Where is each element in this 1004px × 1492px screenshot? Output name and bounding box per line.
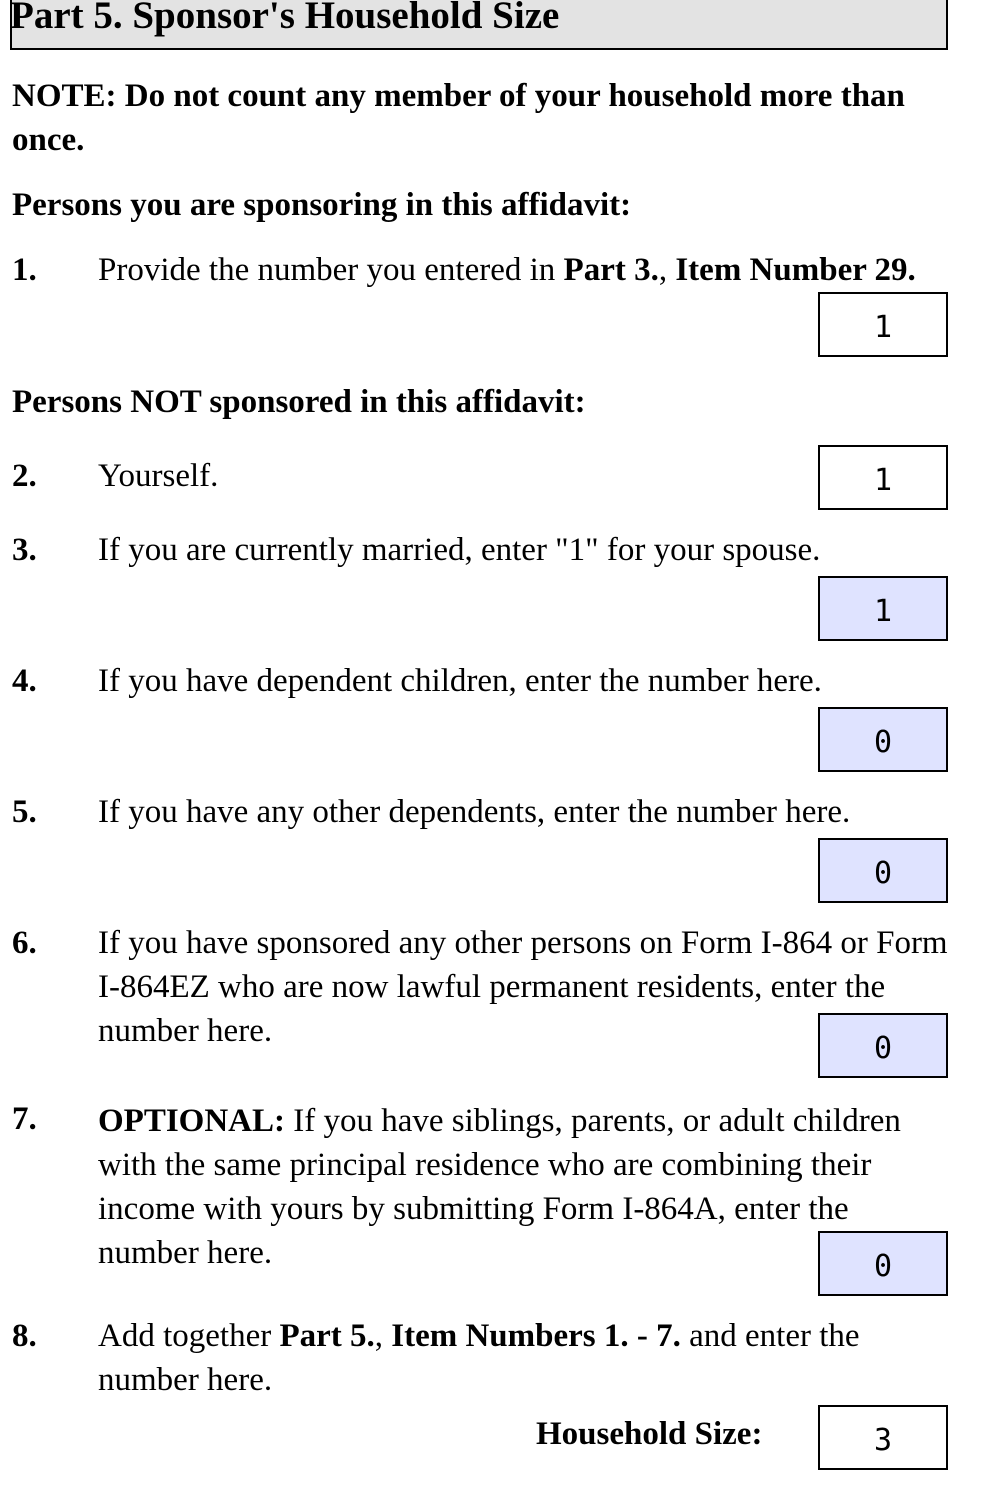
item-5-input[interactable]: 0 <box>818 838 948 903</box>
item-6-number: 6. <box>12 925 37 961</box>
item-3-input[interactable]: 1 <box>818 576 948 641</box>
item-3-text: If you are currently married, enter "1" for your spouse. <box>98 532 821 568</box>
item-1-number: 1. <box>12 252 37 288</box>
household-size-input[interactable]: 3 <box>818 1405 948 1470</box>
item-2-text: Yourself. <box>98 458 219 494</box>
item-7-text: OPTIONAL: If you have siblings, parents, or adult children with the same principal residence who are combining their income with yours by submitting Form I-864A, enter the number here. <box>98 1103 901 1271</box>
item-6-text: If you have sponsored any other persons on Form I-864 or Form I-864EZ who are now lawful permanent residents, enter the number here. <box>98 925 948 1049</box>
item-1-input[interactable]: 1 <box>818 292 948 357</box>
item-5-number: 5. <box>12 794 37 830</box>
household-size-label: Household Size: <box>536 1416 763 1452</box>
item-4-number: 4. <box>12 663 37 699</box>
item-8-text: Add together Part 5., Item Numbers 1. - 7. and enter the number here. <box>98 1318 860 1398</box>
item-2-input[interactable]: 1 <box>818 445 948 510</box>
item-7-input[interactable]: 0 <box>818 1231 948 1296</box>
not-sponsored-heading: Persons NOT sponsored in this affidavit: <box>12 384 586 420</box>
sponsored-heading: Persons you are sponsoring in this affidavit: <box>12 187 632 223</box>
item-7-number: 7. <box>12 1101 37 1137</box>
item-5-text: If you have any other dependents, enter the number here. <box>98 794 851 830</box>
item-8-number: 8. <box>12 1318 37 1354</box>
item-3-number: 3. <box>12 532 37 568</box>
item-2-number: 2. <box>12 458 37 494</box>
note-text: NOTE: Do not count any member of your household more than once. <box>12 78 905 158</box>
section-title: Part 5. Sponsor's Household Size <box>10 0 560 37</box>
item-4-text: If you have dependent children, enter the number here. <box>98 663 822 699</box>
item-1-text: Provide the number you entered in Part 3., Item Number 29. <box>98 252 916 288</box>
item-4-input[interactable]: 0 <box>818 707 948 772</box>
item-6-input[interactable]: 0 <box>818 1013 948 1078</box>
